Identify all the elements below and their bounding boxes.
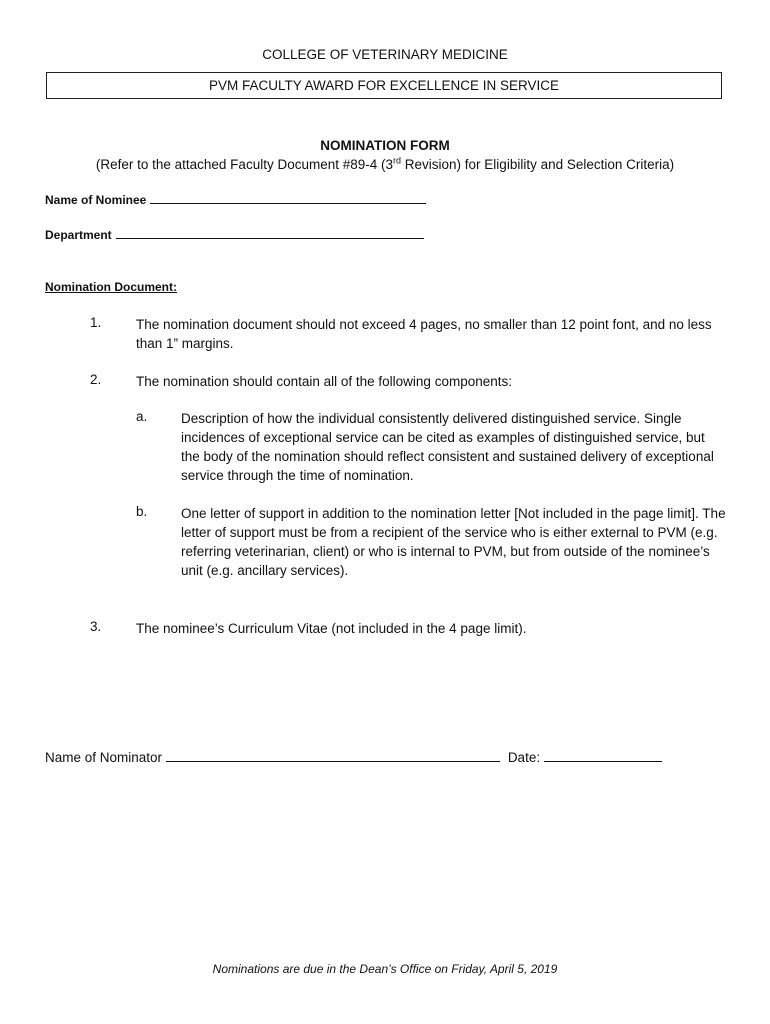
subitem-letter: b. <box>136 504 148 519</box>
item-text: The nomination should contain all of the following components: <box>136 374 512 389</box>
date-field[interactable] <box>544 761 662 762</box>
award-title-box: PVM FACULTY AWARD FOR EXCELLENCE IN SERVICE <box>46 72 722 99</box>
college-name: COLLEGE OF VETERINARY MEDICINE <box>262 47 508 62</box>
subitem-text: One letter of support in addition to the nomination letter [Not included in the page limit]. The letter of support must be from a recipient of the service who is either external to PVM (e.g. referring veterinarian, client) or who is internal to PVM, but from outside of the nominee’s unit (e.g. ancillary services). <box>181 506 726 578</box>
department-label: Department <box>45 228 112 242</box>
item-number: 1. <box>90 315 102 330</box>
subitem-text: Description of how the individual consistently delivered distinguished service. Single incidences of exceptional service can be cited as examples of distinguished service, but the body of the nomination should reflect consistent and sustained delivery of exceptional service through the time of nomination. <box>181 411 714 483</box>
nominee-field[interactable] <box>150 203 426 204</box>
department-field[interactable] <box>116 238 424 239</box>
subtitle-part-1: (Refer to the attached Faculty Document #89-4 (3 <box>95 157 394 172</box>
subtitle-superscript: rd <box>393 155 402 166</box>
item-text: The nominee’s Curriculum Vitae (not included in the 4 page limit). <box>136 621 527 636</box>
subitem-letter: a. <box>136 409 148 424</box>
footer-note: Nominations are due in the Dean’s Office on Friday, April 5, 2019 <box>212 962 558 976</box>
department-row <box>45 228 424 242</box>
form-subtitle <box>0 157 770 172</box>
subtitle-part-2: Revision) for Eligibility and Selection Criteria) <box>401 157 675 172</box>
nominator-field[interactable] <box>166 761 500 762</box>
nomination-document-heading: Nomination Document: <box>45 280 177 294</box>
item-number: 3. <box>90 619 102 634</box>
nominee-label: Name of Nominee <box>45 193 147 207</box>
item-text: The nomination document should not exceed 4 pages, no smaller than 12 point font, and no less than 1” margins. <box>136 317 712 351</box>
form-title: NOMINATION FORM <box>320 138 450 153</box>
nominee-row <box>45 193 426 207</box>
item-number: 2. <box>90 372 102 387</box>
nominator-row <box>45 750 662 765</box>
nominator-label: Name of Nominator <box>45 750 163 765</box>
date-label: Date: <box>507 750 541 765</box>
